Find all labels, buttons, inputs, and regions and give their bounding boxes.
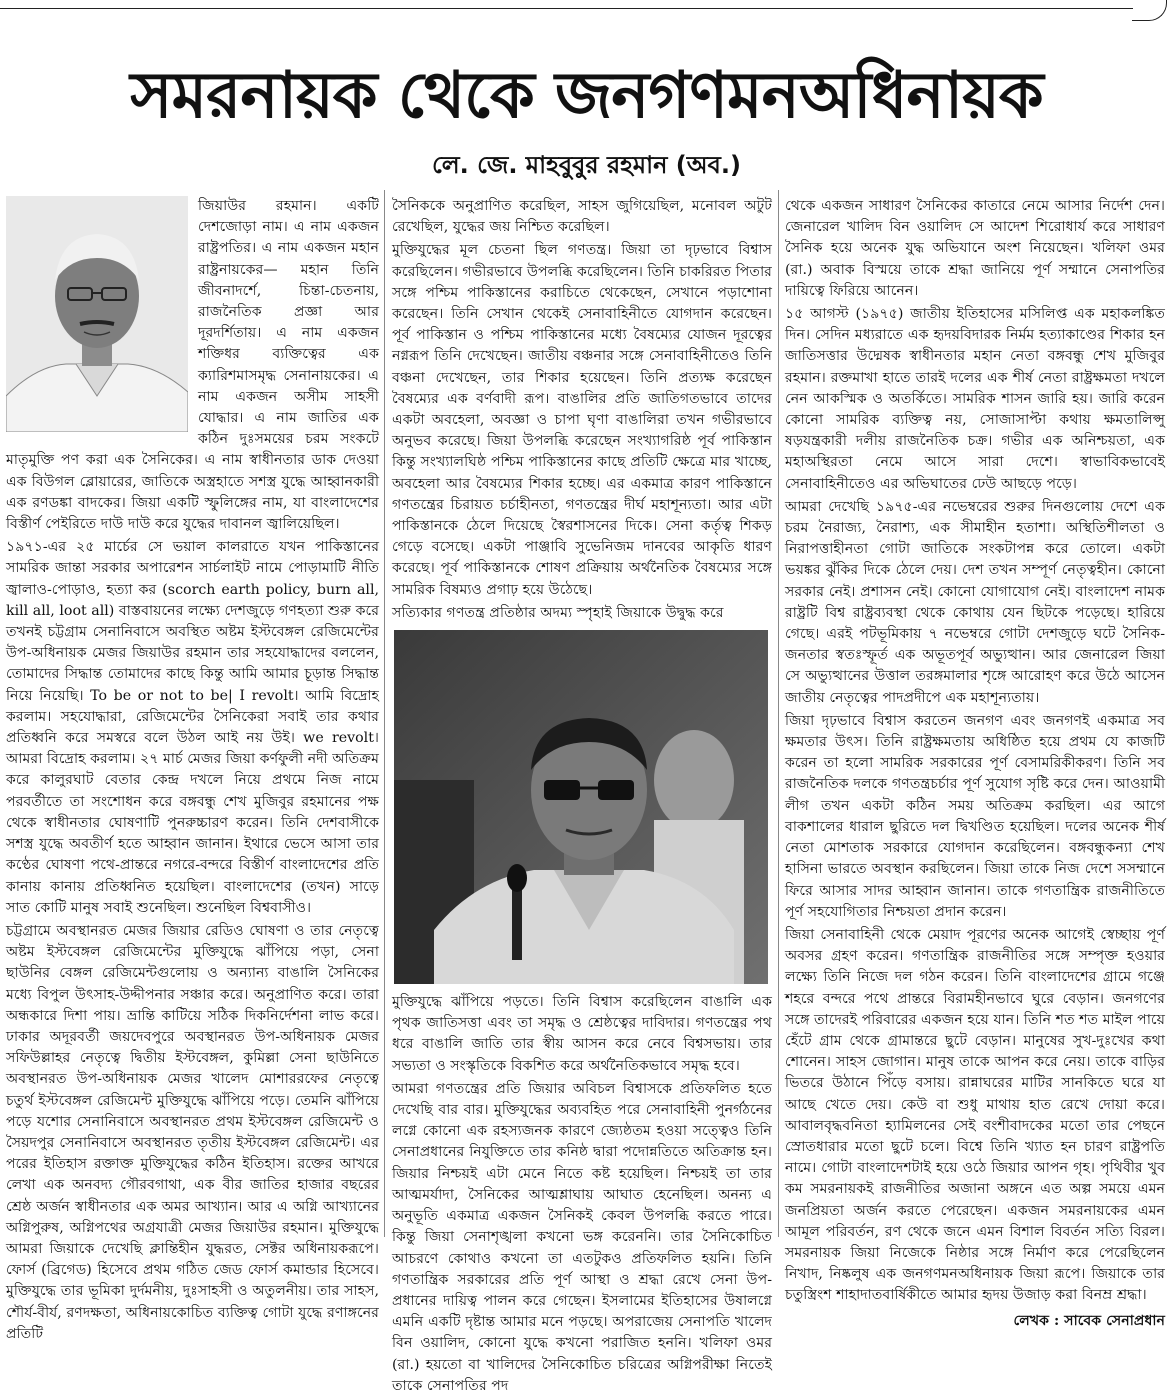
author-portrait-photo [6, 196, 188, 432]
paragraph: আমরা গণতন্ত্রের প্রতি জিয়ার অবিচল বিশ্বাসকে প্রতিফলিত হতে দেখেছি বার বার। মুক্তিযুদ্ধের অব্যবহিত পরে সেনাবাহিনী পুনর্গঠনের লগ্নে কোনো এক রহস্যজনক কারণে জ্যেষ্ঠতম হওয়া সত্ত্বেও তিনি সেনাপ্রধানের নিযুক্তিতে তার কনিষ্ঠ দ্বারা পদোন্নতিতে অতিক্রান্ত হন। জিয়ার নিশ্চয়ই এটা মেনে নিতে কষ্ট হয়েছিল। নিশ্চয়ই তা তার আত্মমর্যাদা, সৈনিকের আত্মশ্লাঘায় আঘাত হেনেছিল। অনন্য এ অনুভূতি একমাত্র একজন সৈনিকই কেবল উপলব্ধি করতে পারে। কিন্তু জিয়া সেনাশৃঙ্খলা কখনো ভঙ্গ করেননি। তার সৈনিকোচিত আচরণে কোথাও কখনো তা এতটুকও প্রতিফলিত হয়নি। তিনি গণতান্ত্রিক সরকারের প্রতি পূর্ণ আস্থা ও শ্রদ্ধা রেখে সেনা উপ-প্রধানের দায়িত্ব পালন করে গেছেন। ইসলামের ইতিহাসের উষালগ্নে এমনি একটি দৃষ্টান্ত আমার মনে পড়ছে। অপরাজেয় সেনাপতি খালেদ বিন ওয়ালিদ, কোনো যুদ্ধে কখনো পরাজিত হননি। খলিফা ওমর (রা.) হয়তো বা খালিদের সৈনিকোচিত চরিত্রের অগ্নিপরীক্ষা নিতেই তাকে সেনাপতির পদ [392, 1080, 772, 1394]
paragraph: মুক্তিযুদ্ধে ঝাঁপিয়ে পড়তে। তিনি বিশ্বাস করেছিলেন বাঙালি এক পৃথক জাতিসত্তা এবং তা সমৃদ্ধ ও শ্রেষ্ঠত্বের দাবিদার। গণতন্ত্রের পথ ধরে বাঙালি জাতি তার স্বীয় আসন করে নেবে বিশ্বসভায়। তার সভ্যতা ও সংস্কৃতিকে বিকশিত করে অর্থনৈতিকভাবে সমৃদ্ধ হবে। [392, 994, 772, 1074]
column-divider [778, 190, 779, 1237]
page-curl-ornament [1132, 0, 1167, 21]
paragraph: সত্যিকার গণতন্ত্র প্রতিষ্ঠার অদম্য স্পৃহাই জিয়াকে উদ্বুদ্ধ করে [392, 604, 724, 621]
article-byline: লে. জে. মাহবুবুর রহমান (অব.) [432, 151, 741, 179]
paragraph: থেকে একজন সাধারণ সৈনিকের কাতারে নেমে আসার নির্দেশ দেন। জেনারেল খালিদ বিন ওয়ালিদ সে আদেশ শিরোধার্য করে সাধারণ সৈনিক হয়ে অনেক যুদ্ধ অভিযানে অংশ নিয়েছেন। খলিফা ওমর (রা.) অবাক বিস্ময়ে তাকে শ্রদ্ধা জানিয়ে পূর্ণ সম্মানে সেনাপতির দায়িত্বে ফিরিয়ে আনেন। [785, 198, 1165, 299]
paragraph: ১৯৭১-এর ২৫ মার্চের সে ভয়াল কালরাতে যখন পাকিস্তানের সামরিক জান্তা সরকার অপারেশন সার্চলাইট নামে পোড়ামাটি নীতি জ্বালাও-পোড়াও, হত্যা কর (scorch earth policy, burn all, kill all, loot all) বাস্তবায়নের লক্ষ্যে দেশজুড়ে গণহত্যা শুরু করে তখনই চট্টগ্রাম সেনানিবাসে অবস্থিত অষ্টম ইস্টবেঙ্গল রেজিমেন্টের উপ-অধিনায়ক মেজর জিয়াউর রহমান তার সহযোদ্ধাদের বললেন, তোমাদের সিদ্ধান্ত তোমাদের কাছে কিন্তু আমি আমার চূড়ান্ত সিদ্ধান্ত নিয়ে নিয়েছি। To be or not to be| I revolt। আমি বিদ্রোহ করলাম। সহযোদ্ধারা, রেজিমেন্টের সৈনিকেরা সবাই তার কথার প্রতিধ্বনি করে সমস্বরে বলে উঠল আই নয় উই। we revolt। আমরা বিদ্রোহ করলাম। ২৭ মার্চ মেজর জিয়া কর্ণফুলী নদী অতিক্রম করে কালুরঘাট বেতার কেন্দ্র দখলে নিয়ে প্রথমে নিজ নামে পরবর্তীতে তা সংশোধন করে বঙ্গবন্ধু শেখ মুজিবুর রহমানের পক্ষ থেকে স্বাধীনতার ঘোষণাটি পুনরুচ্চারণ করেন। তিনি দেশবাসীকে সশস্ত্র যুদ্ধে অবতীর্ণ হতে আহ্বান জানান। ইথারে ভেসে আসা তার কণ্ঠের ঘোষণা পথে-প্রান্তরে নগরে-বন্দরে বিস্তীর্ণ বাংলাদেশের প্রতি কানায় কানায় প্রতিধ্বনিত হয়েছিল। বাংলাদেশের (তখন) সাড়ে সাত কোটি মানুষ সবাই শুনেছিল। শুনেছিল বিশ্ববাসীও। [6, 539, 379, 916]
author-credit: লেখক : সাবেক সেনাপ্রধান [1013, 1312, 1165, 1329]
article-headline: সমরনায়ক থেকে জনগণমনঅধিনায়ক [130, 59, 1043, 133]
article-column-3 [785, 196, 1165, 1329]
paragraph: চট্টগ্রামে অবস্থানরত মেজর জিয়ার রেডিও ঘোষণা ও তার নেতৃত্বে অষ্টম ইস্টবেঙ্গল রেজিমেন্টের মুক্তিযুদ্ধে ঝাঁপিয়ে পড়া, সেনা ছাউনির বেঙ্গল রেজিমেন্টগুলোয় ও অন্যান্য বাঙালি সৈনিকের মধ্যে বিপুল উৎসাহ-উদ্দীপনার সঞ্চার করে। অনুপ্রাণিত করে। তারা অন্ধকারে দিশা পায়। ভ্রান্তি কাটিয়ে সঠিক দিকনির্দেশনা লাভ করে। ঢাকার অদূরবর্তী জয়দেবপুরে অবস্থানরত উপ-অধিনায়ক মেজর সফিউল্লাহর নেতৃত্বে দ্বিতীয় ইস্টবেঙ্গল, কুমিল্লা সেনা ছাউনিতে অবস্থানরত উপ-অধিনায়ক মেজর খালেদ মোশাররফের নেতৃত্বে চতুর্থ ইস্টবেঙ্গল রেজিমেন্ট মুক্তিযুদ্ধে ঝাঁপিয়ে পড়ে। তেমনি ঝাঁপিয়ে পড়ে যশোর সেনানিবাসে অবস্থানরত প্রথম ইস্টবেঙ্গল রেজিমেন্ট ও সৈয়দপুর সেনানিবাসে অবস্থানরত তৃতীয় ইস্টবেঙ্গল রেজিমেন্ট। এর পরের ইতিহাস রক্তাক্ত মুক্তিযুদ্ধের কঠিন ইতিহাস। রক্তের আখরে লেখা এক অনবদ্য গৌরবগাথা, এক বীর জাতির হাজার বছরের শ্রেষ্ঠ অর্জন স্বাধীনতার এক অমর আখ্যান। আর এ অগ্নি আখ্যানের অগ্নিপুরুষ, অগ্নিপথের অগ্রযাত্রী মেজর জিয়াউর রহমান। মুক্তিযুদ্ধে আমরা জিয়াকে দেখেছি ক্লান্তিহীন যুদ্ধরত, সেক্টর অধিনায়করূপে। ফোর্স (ব্রিগেড) হিসেবে প্রথম গঠিত জেড ফোর্স কমান্ডার হিসেবে। মুক্তিযুদ্ধে তার ভূমিকা দুর্দমনীয়, দুঃসাহসী ও অতুলনীয়। তার সাহস, শৌর্য-বীর্য, রণদক্ষতা, অধিনায়কোচিত ব্যক্তিত্ব গোটা যুদ্ধে রণাঙ্গনের প্রতিটি [6, 922, 379, 1342]
top-rule-line [0, 8, 1133, 9]
paragraph: সৈনিককে অনুপ্রাণিত করেছিল, সাহস জুগিয়েছিল, মনোবল অটুট রেখেছিল, যুদ্ধের জয় নিশ্চিত করেছিল। [392, 198, 772, 236]
article-column-2 [392, 196, 772, 1394]
ziaur-rahman-speech-photo [394, 630, 768, 984]
paragraph: জিয়া সেনাবাহিনী থেকে মেয়াদ পূরণের অনেক আগেই স্বেচ্ছায় পূর্ণ অবসর গ্রহণ করেন। গণতান্ত্রিক রাজনীতির সঙ্গে সম্পৃক্ত হওয়ার লক্ষ্যে তিনি নিজে দল গঠন করেন। তিনি বাংলাদেশের গ্রামে গঞ্জে শহরে বন্দরে পথে প্রান্তরে বিরামহীনভাবে ঘুরে বেড়ান। জনগণের সঙ্গে তাদেরই পরিবারের একজন হয়ে যান। তিনি শত শত মাইল পায়ে হেঁটে গ্রাম থেকে গ্রামান্তরে ছুটে বেড়ান। মানুষের সুখ-দুঃখের কথা শোনেন। সাহস জোগান। মানুষ তাকে আপন করে নেয়। তাকে বাড়ির ভিতরে উঠানে পিঁড়ে বসায়। রান্নাঘরের মাটির সানকিতে ঘরে যা আছে খেতে দেয়। কেউ বা শুধু মাথায় হাত রেখে দোয়া করে। আবালবৃদ্ধবনিতা হ্যামিলনের সেই বংশীবাদকের মতো তার পেছনে স্রোতধারার মতো ছুটে চলে। বিশ্বে তিনি খ্যাত হন চারণ রাষ্ট্রপতি নামে। গোটা বাংলাদেশটাই হয়ে ওঠে জিয়ার আপন গৃহ। পৃথিবীর খুব কম সমরনায়কই রাজনীতির অজানা অঙ্গনে এত অল্প সময়ে এমন জনপ্রিয়তা অর্জন করতে পেরেছেন। একজন সমরনায়কের এমন আমূল পরিবর্তন, রণ থেকে জনে এমন বিশাল বিবর্তন সত্যি বিরল। সমরনায়ক জিয়া নিজেকে নিষ্ঠার সঙ্গে নির্মাণ করে পেরেছিলেন নিখাদ, নিষ্কলুষ এক জনগণমনঅধিনায়ক জিয়া রূপে। জিয়াকে তার চতুস্ত্রিংশ শাহাদাতবার্ষিকীতে আমার হৃদয় উজাড় করা বিনম্র শ্রদ্ধা। [785, 926, 1165, 1304]
paragraph: মুক্তিযুদ্ধের মূল চেতনা ছিল গণতন্ত্র। জিয়া তা দৃঢ়ভাবে বিশ্বাস করেছিলেন। গভীরভাবে উপলব্ধি করেছিলেন। তিনি চাকরিরত পিতার সঙ্গে পশ্চিম পাকিস্তানের করাচিতে থেকেছেন, সেখানে পড়াশোনা করেছেন। তিনি সেখান থেকেই সেনাবাহিনীতে যোগদান করেছেন। পূর্ব পাকিস্তান ও পশ্চিম পাকিস্তানের মধ্যে বৈষম্যের যোজন দূরত্বের নগ্নরূপ তিনি দেখেছেন। জাতীয় বঞ্চনার সঙ্গে সেনাবাহিনীতেও তিনি বঞ্চনা দেখেছেন, তার শিকার হয়েছেন। তিনি প্রত্যক্ষ করেছেন বৈষম্যের এক বর্ণবাদী রূপ। বাঙালির প্রতি জাতিগতভাবে তাদের একটা অবহেলা, অবজ্ঞা ও চাপা ঘৃণা বাঙালিরা তখন গভীরভাবে অনুভব করেছে। জিয়া উপলব্ধি করেছেন সংখ্যাগরিষ্ঠ পূর্ব পাকিস্তান কিন্তু সংখ্যালঘিষ্ঠ পশ্চিম পাকিস্তানের কাছে প্রতিটি ক্ষেত্রে মার খাচ্ছে, অবহেলা আর বৈষম্যের শিকার হচ্ছে। এর একমাত্র কারণ পাকিস্তানে গণতন্ত্রের চিরায়ত চর্চাহীনতা, গণতন্ত্রের দীর্ঘ মহাশূন্যতা। আর এটা পাকিস্তানকে ঠেলে দিয়েছে স্বৈরশাসনের দিকে। সেনা কর্তৃত্ব শিকড় গেড়ে বসেছে। একটা পাঞ্জাবি সুভেনিজম দানবের আকৃতি ধারণ করেছে। পূর্ব পাকিস্তানকে শোষণ প্রক্রিয়ায় অর্থনৈতিক বৈষম্যের সঙ্গে সামরিক বিষম্যও প্রগাঢ় হয়ে উঠেছে। [392, 242, 772, 598]
paragraph: জিয়াউর রহমান। একটি দেশজোড়া নাম। এ নাম একজন রাষ্ট্রপতির। এ নাম একজন মহান রাষ্ট্রনায়কের— মহান তিনি জীবনাদর্শে, চিন্তা-চেতনায়, রাজনৈতিক প্রজ্ঞা আর দূরদর্শিতায়। এ নাম একজন শক্তিধর ব্যক্তিত্বের এক ক্যারিশমাসমৃদ্ধ সেনানায়কের। এ নাম একজন অসীম সাহসী যোদ্ধার। এ নাম জাতির এক কঠিন দুঃসময়ের চরম সংকটে মাতৃমুক্তি পণ করা এক সৈনিকের। এ নাম স্বাধীনতার ডাক দেওয়া এক বিউগল ব্লোয়ারের, জাতিকে অস্ত্রহাতে সশস্ত্র যুদ্ধে আহ্বানকারী এক রণডঙ্কা বাদকের। জিয়া একটি স্ফুলিঙ্গের নাম, যা বাংলাদেশের বিস্তীর্ণ পেইরিতে দাউ দাউ করে যুদ্ধের দাবানল জ্বালিয়েছিল। [6, 198, 379, 533]
paragraph: আমরা দেখেছি ১৯৭৫-এর নভেম্বরের শুরুর দিনগুলোয় দেশে এক চরম নৈরাজ্য, নৈরাশ্য, এক সীমাহীন হতাশা। অস্থিতিশীলতা ও নিরাপত্তাহীনতা গোটা জাতিকে সংকটাপন্ন করে তোলে। একটা ভয়ঙ্কর ঝুঁকির দিকে ঠেলে দেয়। দেশ তখন সম্পূর্ণ নেতৃত্বহীন। কোনো সরকার নেই। প্রশাসন নেই। কোনো যোগাযোগ নেই। বাংলাদেশ নামক রাষ্ট্রটি বিশ্ব রাষ্ট্রব্যবস্থা থেকে কোথায় যেন ছিটকে পড়েছে। হারিয়ে গেছে। এরই পটভূমিকায় ৭ নভেম্বরে গোটা দেশজুড়ে ঘটে সৈনিক-জনতার স্বতঃস্ফূর্ত এক অভূতপূর্ব অভ্যুত্থান। আর জেনারেল জিয়া সে অভ্যুত্থানের উত্তাল তরঙ্গমালার শৃঙ্গে আরোহণ করে উঠে আসেন জাতীয় নেতৃত্বের পাদপ্রদীপে এক মহাশূন্যতায়। [785, 498, 1165, 706]
paragraph: ১৫ আগস্ট (১৯৭৫) জাতীয় ইতিহাসের মসিলিপ্ত এক মহাকলঙ্কিত দিন। সেদিন মধ্যরাতে এক হৃদয়বিদারক নির্মম হত্যাকাণ্ডের শিকার হন জাতিসত্তার উদ্মেষক স্বাধীনতার মহান নেতা বঙ্গবন্ধু শেখ মুজিবুর রহমান। রক্তমাখা হাতে তারই দলের এক শীর্ষ নেতা রাষ্ট্রক্ষমতা দখলে নেন আকস্মিক ও অতর্কিতে। সামরিক শাসন জারি হয়। জারি করেন কোনো সামরিক ব্যক্তিত্ব নয়, সোজাসাপ্টা কথায় ক্ষমতালিপ্সু ষড়যন্ত্রকারী দলীয় রাজনৈতিক চক্র। গভীর এক অনিশ্চয়তা, এক মহাঅস্থিরতা নেমে আসে সারা দেশে। স্বাভাবিকভাবেই সেনাবাহিনীতেও এর অভিঘাতের ঢেউ আছড়ে পড়ে। [785, 306, 1165, 492]
article-column-1 [6, 196, 379, 1342]
page-top-rule [0, 0, 1173, 22]
column-divider [384, 190, 385, 1237]
speech-photo-illustration [394, 630, 768, 984]
portrait-illustration [6, 196, 188, 432]
paragraph: জিয়া দৃঢ়ভাবে বিশ্বাস করতেন জনগণ এবং জনগণই একমাত্র সব ক্ষমতার উৎস। তিনি রাষ্ট্রক্ষমতায় অধিষ্ঠিত হয়ে প্রথম যে কাজটি করেন তা হলো সামরিক সরকারের পূর্ণ বেসামরিকীকরণ। তিনি সব রাজনৈতিক দলকে গণতন্ত্রচর্চার পূর্ণ সুযোগ সৃষ্টি করে দেন। আওয়ামী লীগ তখন একটা কঠিন সময় অতিক্রম করছিল। এর আগে বাকশালের ধারাল ছুরিতে দল দ্বিখণ্ডিত হয়েছিল। দলের অনেক শীর্ষ নেতা মোশতাক সরকারে যোগদান করেছিলেন। বঙ্গবন্ধুকন্যা শেখ হাসিনা ভারতে অবস্থান করছিলেন। জিয়া তাকে নিজ দেশে সসম্মানে ফিরে আসার সাদর আহ্বান জানান। তাকে গণতান্ত্রিক রাজনীতিতে পূর্ণ সহযোগিতার নিশ্চয়তা প্রদান করেন। [785, 712, 1165, 920]
